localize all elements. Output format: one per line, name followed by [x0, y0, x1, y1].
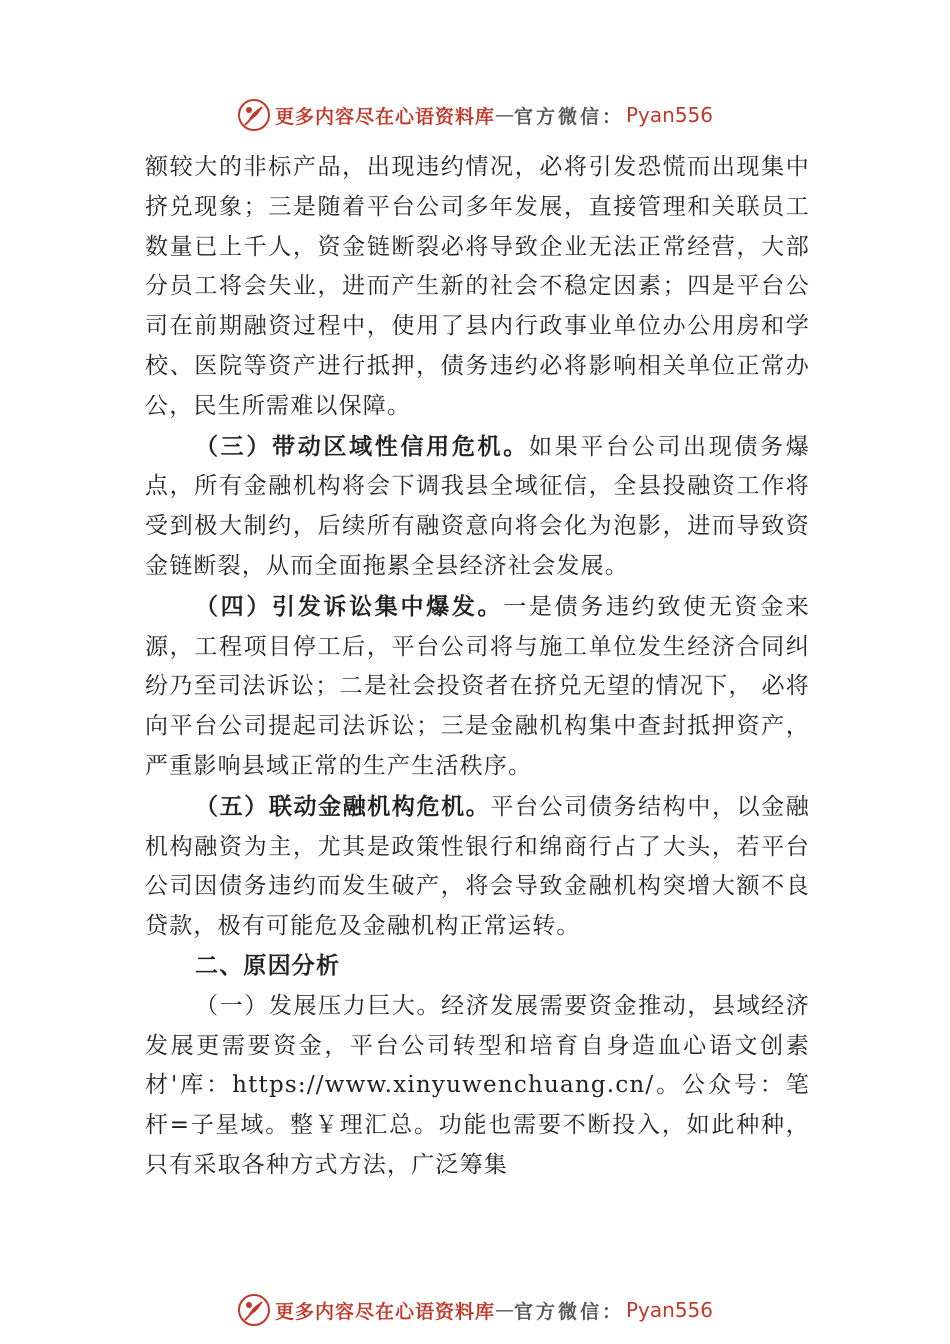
paragraph-litigation-body: 一是债务违约致使无资金来源，工程项目停工后，平台公司将与施工单位发生经济合同纠纷乃至司法诉讼；二是社会投资者在挤兑无望的情况下， 必将向平台公司提起司法诉讼；三是金融机构集中查封抵押资产，严重影响县域正常的生产生活秩序。	[145, 593, 811, 779]
subheading-credit-crisis: （三）带动区域性信用危机。	[195, 432, 529, 460]
feather-logo-icon	[237, 1293, 271, 1327]
banner-wechat-id: Pyan556	[626, 1298, 714, 1322]
banner-wechat-label: 官方微信：	[513, 1300, 624, 1323]
banner-dash: —	[494, 104, 514, 126]
document-body	[145, 148, 810, 1186]
banner-dash: —	[494, 1299, 514, 1321]
section-title-cause-analysis: 二、原因分析	[195, 952, 341, 979]
paragraph-financial-crisis-body: 平台公司债务结构中，以金融机构融资为主，尤其是政策性银行和绵商行占了大头，若平台公司因债务违约而发生破产，将会导致金融机构突增大额不良贷款，极有可能危及金融机构正常运转。	[145, 793, 810, 940]
subheading-financial-crisis: （五）联动金融机构危机。	[195, 792, 491, 820]
paragraph-continuation: 额较大的非标产品，出现违约情况，必将引发恐慌而出现集中挤兑现象；三是随着平台公司多年发展，直接管理和关联员工数量已上千人，资金链断裂必将导致企业无法正常经营，大部分员工将会失业，进而产生新的社会不稳定因素；四是平台公司在前期融资过程中，使用了县内行政事业单位办公用房和学校、医院等资产进行抵押，债务违约必将影响相关单位正常办公，民生所需难以保障。	[145, 154, 810, 419]
paragraph-credit-crisis-body: 如果平台公司出现债务爆点，所有金融机构将会下调我县全域征信，全县投融资工作将受到极大制约，后续所有融资意向将会化为泡影，进而导致资金链断裂，从而全面拖累全县经济社会发展。	[145, 433, 811, 579]
banner-wechat-label: 官方微信：	[513, 105, 624, 128]
banner-library-text: 更多内容尽在心语资料库	[274, 105, 495, 128]
paragraph-development-pressure: （一）发展压力巨大。经济发展需要资金推动，县域经济发展更需要资金，平台公司转型和培育自身造血心语文创素材'库：https://www.xinyuwenchuang.cn/。公众号：笔杆=子星域。整￥理汇总。功能也需要不断投入，如此种种，只有采取各种方式方法，广泛筹集	[145, 992, 810, 1178]
header-watermark-banner	[0, 95, 950, 135]
banner-wechat-id: Pyan556	[626, 103, 714, 127]
paragraph-credit-crisis	[145, 427, 810, 587]
paragraph-financial-crisis	[145, 787, 810, 947]
subheading-litigation: （四）引发诉讼集中爆发。	[195, 592, 504, 620]
feather-logo-icon	[237, 98, 271, 132]
footer-watermark-banner	[0, 1290, 950, 1330]
banner-library-text: 更多内容尽在心语资料库	[274, 1300, 495, 1323]
paragraph-litigation	[145, 587, 810, 787]
